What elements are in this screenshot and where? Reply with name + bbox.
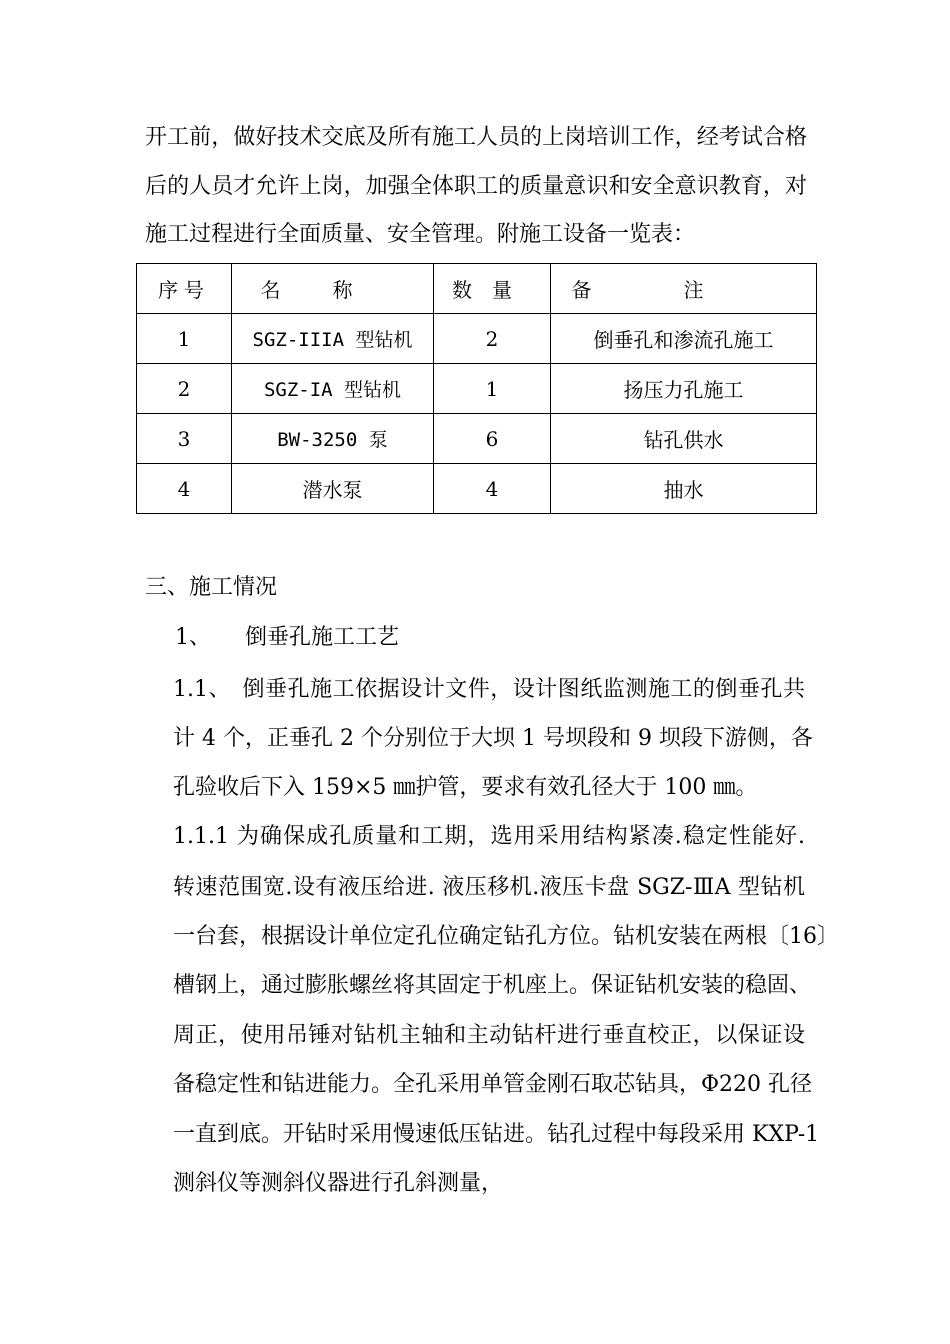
table-row xyxy=(137,364,817,414)
header-qty: 数量 xyxy=(434,264,551,314)
para-1-1-1-line: 周正，使用吊锤对钻机主轴和主动钻杆进行垂直校正，以保证设 xyxy=(173,1023,805,1048)
intro-line-2: 后的人员才允许上岗，加强全体职工的质量意识和安全意识教育，对 xyxy=(145,174,807,199)
cell-remark: 钻孔供水 xyxy=(551,414,817,464)
para-1-1-1-line: 转速范围宽.设有液压给进. 液压移机.液压卡盘 SGZ-ⅢA 型钻机 xyxy=(173,875,805,900)
cell-qty: 4 xyxy=(434,464,551,514)
intro-line-3: 施工过程进行全面质量、安全管理。附施工设备一览表： xyxy=(145,222,696,247)
cell-seq: 4 xyxy=(137,464,232,514)
para-1-1-1-line: 1.1.1 为确保成孔质量和工期，选用采用结构紧凑.稳定性能好. xyxy=(173,824,805,849)
para-1-1-1-line: 一台套，根据设计单位定孔位确定钻孔方位。钻机安装在两根〔16〕 xyxy=(173,924,839,949)
header-seq: 序号 xyxy=(137,264,232,314)
cell-seq: 3 xyxy=(137,414,232,464)
cell-name: BW-3250 泵 xyxy=(232,414,434,464)
para-1-1-line: 1.1、 倒垂孔施工依据设计文件，设计图纸监测施工的倒垂孔共 xyxy=(173,677,805,702)
para-1-1-1-line: 备稳定性和钻进能力。全孔采用单管金刚石取芯钻具，Φ220 孔径 xyxy=(173,1072,813,1097)
table-row xyxy=(137,464,817,514)
cell-qty: 6 xyxy=(434,414,551,464)
para-1-1-line: 孔验收后下入 159×5 ㎜护管，要求有效孔径大于 100 ㎜。 xyxy=(173,775,758,800)
subsection-heading xyxy=(175,623,399,653)
cell-remark: 抽水 xyxy=(551,464,817,514)
para-1-1-1-line: 一直到底。开钻时采用慢速低压钻进。钻孔过程中每段采用 KXP-1 xyxy=(173,1122,820,1147)
intro-line-1: 开工前，做好技术交底及所有施工人员的上岗培训工作，经考试合格 xyxy=(145,125,807,150)
table-header-row xyxy=(137,264,817,314)
cell-seq: 2 xyxy=(137,364,232,414)
cell-name: SGZ-IA 型钻机 xyxy=(232,364,434,414)
para-1-1-1-line: 测斜仪等测斜仪器进行孔斜测量， xyxy=(173,1171,504,1196)
cell-name: 潜水泵 xyxy=(232,464,434,514)
subsection-title: 倒垂孔施工工艺 xyxy=(245,625,400,650)
table-row xyxy=(137,414,817,464)
para-1-1-1-line: 槽钢上，通过膨胀螺丝将其固定于机座上。保证钻机安装的稳固、 xyxy=(173,973,812,998)
cell-qty: 1 xyxy=(434,364,551,414)
header-name: 名称 xyxy=(232,264,434,314)
section-heading: 三、施工情况 xyxy=(145,575,278,600)
cell-seq: 1 xyxy=(137,314,232,364)
cell-name: SGZ-IIIA 型钻机 xyxy=(232,314,434,364)
subsection-number: 1、 xyxy=(175,625,211,650)
cell-remark: 扬压力孔施工 xyxy=(551,364,817,414)
table-row xyxy=(137,314,817,364)
cell-remark: 倒垂孔和渗流孔施工 xyxy=(551,314,817,364)
para-1-1-line: 计 4 个，正垂孔 2 个分别位于大坝 1 号坝段和 9 坝段下游侧，各 xyxy=(173,726,813,751)
equipment-table xyxy=(136,263,817,514)
cell-qty: 2 xyxy=(434,314,551,364)
header-remark: 备注 xyxy=(551,264,817,314)
